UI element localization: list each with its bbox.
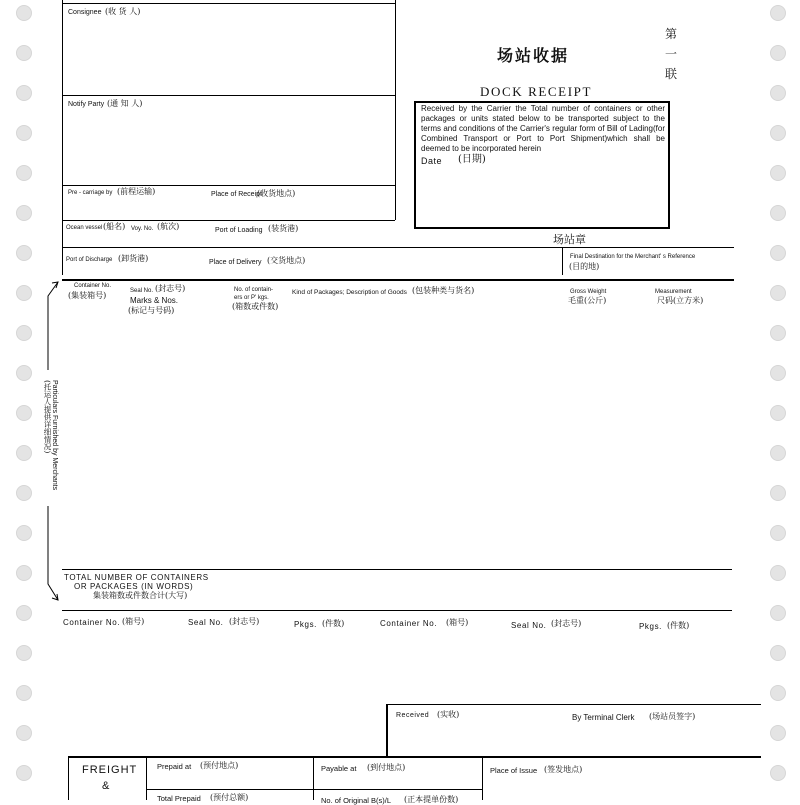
freight-divider-3	[482, 756, 483, 800]
punch-hole	[16, 565, 32, 581]
container-no-label: Container No.	[74, 283, 112, 289]
punch-hole	[770, 605, 786, 621]
date-label-cn: (日期)	[458, 154, 486, 165]
precarriage-bottom-rule	[62, 220, 395, 221]
terminal-clerk-label-cn: (场站员签字)	[649, 712, 696, 721]
ocean-vessel-label-cn: (船名)	[103, 222, 126, 231]
copy-mark-char: 一	[665, 47, 678, 61]
total-prepaid-label: Total Prepaid	[157, 794, 201, 803]
punch-hole	[16, 765, 32, 781]
freight-divider-1	[146, 756, 147, 800]
gross-weight-label-cn: 毛重(公斤)	[568, 296, 607, 305]
freight-ampersand: &	[102, 780, 111, 792]
final-destination-label: Final Destination for the Merchant' s Reference	[570, 254, 696, 260]
station-seal-label: 场站章	[553, 233, 586, 246]
place-of-issue-label-cn: (签发地点)	[544, 765, 583, 774]
goods-bottom-rule	[62, 569, 732, 570]
punch-hole	[770, 125, 786, 141]
punch-hole	[16, 5, 32, 21]
voyage-label: Voy. No.	[131, 226, 154, 232]
freight-divider-2	[313, 756, 314, 800]
terminal-clerk-label: By Terminal Clerk	[572, 713, 635, 722]
total-containers-label-cn: 集装箱数或件数合计(大写)	[93, 591, 188, 600]
date-label: Date	[421, 156, 443, 166]
punch-hole	[770, 5, 786, 21]
final-destination-divider	[562, 247, 563, 275]
punch-hole	[770, 685, 786, 701]
punch-hole	[16, 605, 32, 621]
punch-hole	[770, 325, 786, 341]
punch-hole	[770, 485, 786, 501]
punch-hole	[770, 445, 786, 461]
punch-hole	[770, 525, 786, 541]
packages-count-label-2: ers or P' kgs.	[234, 295, 269, 301]
total-containers-label-1: TOTAL NUMBER OF CONTAINERS	[64, 573, 209, 582]
measurement-label: Measurement	[655, 289, 692, 295]
voyage-label-cn: (航次)	[157, 222, 180, 231]
original-bl-label-cn: (正本提单份数)	[404, 795, 459, 804]
freight-top-rule	[68, 756, 761, 758]
particulars-side-note-cn: (托运人提供详细情况)	[43, 380, 52, 454]
place-of-issue-label: Place of Issue	[490, 766, 538, 775]
notify-bottom-rule	[62, 185, 395, 186]
port-of-loading-label: Port of Loading	[215, 227, 263, 234]
punch-hole	[16, 405, 32, 421]
left-border	[62, 0, 63, 275]
place-of-delivery-label: Place of Delivery	[209, 259, 262, 266]
pkgs-row-label: Pkgs.	[294, 620, 318, 629]
payable-at-label: Payable at	[321, 764, 357, 773]
gross-weight-label: Gross Weight	[570, 289, 607, 295]
received-left-rule	[386, 704, 388, 756]
copy-mark	[665, 24, 679, 84]
vessel-bottom-rule	[62, 247, 734, 248]
receipt-place-label: Place of Receipt	[211, 191, 262, 198]
punch-hole	[770, 165, 786, 181]
precarriage-label: Pre - carriage by	[68, 190, 113, 196]
container-no-row-label: Container No.	[63, 618, 121, 627]
received-label-cn: (实收)	[437, 710, 460, 719]
precarriage-label-cn: (前程运输)	[117, 187, 156, 196]
punch-hole	[770, 405, 786, 421]
port-of-discharge-label-cn: (卸货港)	[118, 254, 149, 263]
port-of-discharge-label: Port of Discharge	[66, 257, 113, 263]
punch-hole	[770, 85, 786, 101]
consignee-label: Consignee	[68, 9, 102, 16]
container-no-row-label-cn-2: (箱号)	[446, 618, 469, 627]
packages-count-label-1: No. of contain-	[234, 287, 274, 293]
receipt-statement: Received by the Carrier the Total number of containers or other packages or units stated below to be transported subject to the terms and conditions of the Carrier's regular form of Bill of Lading(for Combined Transport or Port to Port Shipment)which shall be deemed to be incorporated herein	[421, 104, 665, 153]
port-of-loading-label-cn: (装货港)	[268, 224, 299, 233]
punch-hole	[16, 685, 32, 701]
punch-hole	[770, 365, 786, 381]
total-containers-label-2: OR PACKAGES (IN WORDS)	[74, 582, 194, 591]
received-label: Received	[396, 712, 430, 719]
seal-no-label-cn: (封志号)	[155, 284, 186, 293]
pkgs-row-label-cn-2: (件数)	[667, 621, 690, 630]
consignee-bottom-rule	[62, 95, 395, 96]
particulars-side-note	[44, 380, 58, 495]
pkgs-row-label-2: Pkgs.	[639, 622, 663, 631]
payable-at-label-cn: (到付地点)	[367, 763, 406, 772]
seal-no-row-label-cn: (封志号)	[229, 617, 260, 626]
punch-hole	[16, 525, 32, 541]
punch-hole	[16, 205, 32, 221]
consignee-label-cn: (收 货 人)	[105, 7, 141, 16]
punch-hole	[770, 765, 786, 781]
seal-no-row-label: Seal No.	[188, 618, 224, 627]
copy-mark-char: 第	[665, 27, 678, 41]
freight-mid-rule	[146, 789, 482, 790]
container-no-label-cn: (集装箱号)	[68, 291, 107, 300]
punch-hole	[770, 645, 786, 661]
final-destination-label-cn: (目的地)	[569, 262, 600, 271]
punch-hole	[770, 285, 786, 301]
seal-no-row-label-cn-2: (封志号)	[551, 619, 582, 628]
goods-header-rule	[62, 279, 734, 281]
punch-hole	[16, 285, 32, 301]
particulars-side-note-en: Particulars Furnished by Merchants	[51, 380, 58, 491]
seal-no-label: Seal No.	[130, 288, 154, 294]
copy-mark-char: 联	[665, 67, 678, 81]
measurement-label-cn: 尺码(立方米)	[657, 296, 704, 305]
container-no-row-label-cn: (箱号)	[122, 617, 145, 626]
notify-party-label-cn: (通 知 人)	[107, 99, 143, 108]
totals-bottom-rule	[62, 610, 732, 611]
title-cn: 场站收据	[497, 46, 570, 65]
marks-label-cn: (标记与号码)	[128, 306, 175, 315]
punch-hole	[16, 85, 32, 101]
freight-left-border	[68, 756, 69, 800]
punch-hole	[16, 485, 32, 501]
punch-hole	[16, 245, 32, 261]
punch-hole	[770, 725, 786, 741]
punch-hole	[16, 325, 32, 341]
place-of-delivery-label-cn: (交货地点)	[267, 256, 306, 265]
punch-hole	[16, 725, 32, 741]
punch-hole	[16, 45, 32, 61]
seal-no-row-label-2: Seal No.	[511, 621, 547, 630]
kind-of-packages-label-cn: (包装种类与货名)	[412, 286, 475, 295]
container-no-row-label-2: Container No.	[380, 619, 438, 628]
original-bl-label: No. of Original B(s)/L	[321, 796, 392, 805]
punch-hole	[16, 125, 32, 141]
packages-count-label-cn: (箱数或件数)	[232, 302, 279, 311]
punch-hole	[770, 45, 786, 61]
center-divider	[395, 0, 396, 220]
prepaid-at-label-cn: (预付地点)	[200, 761, 239, 770]
marks-label: Marks & Nos.	[130, 296, 179, 305]
top-rule	[62, 3, 395, 4]
prepaid-at-label: Prepaid at	[157, 762, 192, 771]
total-prepaid-label-cn: (预付总额)	[210, 793, 249, 802]
punch-hole	[16, 445, 32, 461]
freight-label: FREIGHT	[82, 764, 138, 776]
ocean-vessel-label: Ocean vessel	[66, 225, 103, 231]
notify-party-label: Notify Party	[68, 101, 105, 108]
punch-hole	[770, 565, 786, 581]
punch-hole	[770, 245, 786, 261]
received-top-rule	[386, 704, 761, 705]
kind-of-packages-label: Kind of Packages; Description of Goods	[292, 289, 407, 296]
punch-hole	[16, 165, 32, 181]
pkgs-row-label-cn: (件数)	[322, 619, 345, 628]
title-en: DOCK RECEIPT	[480, 84, 593, 99]
punch-hole	[770, 205, 786, 221]
punch-hole	[16, 365, 32, 381]
receipt-place-label-cn: (收货地点)	[257, 189, 296, 198]
punch-hole	[16, 645, 32, 661]
